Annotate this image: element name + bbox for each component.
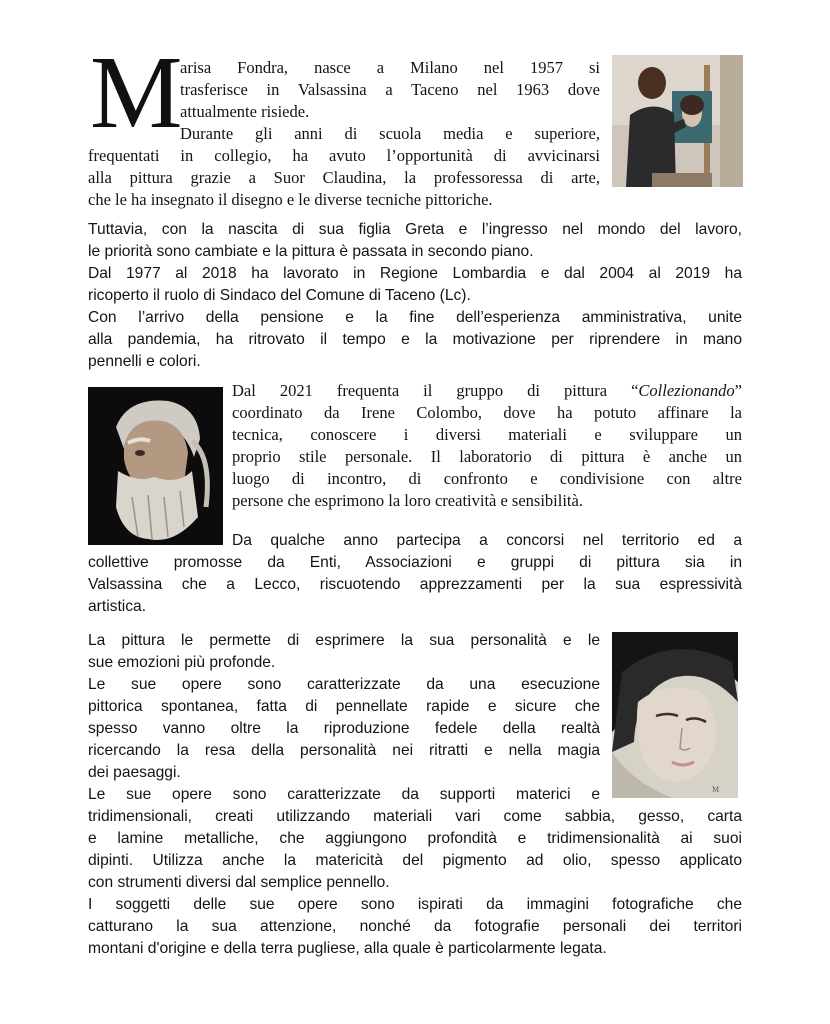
contests-line: Valsassina che a Lecco, riscuotendo apprezzamenti per la sua espressività <box>88 576 742 593</box>
group-line <box>232 380 742 402</box>
style-line: Le sue opere sono caratterizzate da supporti materici e <box>88 786 600 803</box>
intro-line: trasferisce in Valsassina a Taceno nel 1963 dove <box>180 80 600 99</box>
intro-line: arisa Fondra, nasce a Milano nel 1957 si <box>180 58 600 77</box>
intro-paragraph <box>88 57 600 211</box>
style-line: catturano la sua attenzione, nonché da fotografie personali dei territori <box>88 918 742 935</box>
intro-line: frequentati in collegio, ha avuto l’opportunità di avvicinarsi <box>88 146 600 165</box>
style-line: ricercando la resa della personalità nei ritratti e nella magia <box>88 742 600 759</box>
group-line: persone che esprimono la loro creatività e sensibilità. <box>232 491 583 510</box>
style-line: I soggetti delle sue opere sono ispirati da immagini fotografiche che <box>88 896 742 913</box>
group-line-suffix: ” <box>734 381 742 400</box>
career-line: alla pandemia, ha ritrovato il tempo e la motivazione per riprendere in mano <box>88 331 742 348</box>
collezionando-group-name: Collezionando <box>638 381 735 400</box>
artist-at-easel-photo <box>612 55 743 187</box>
style-line: sue emozioni più profonde. <box>88 654 276 671</box>
painting-signature: M <box>712 786 720 794</box>
style-line: dipinti. Utilizza anche la matericità del pigmento ad olio, spesso applicato <box>88 852 742 869</box>
contests-line: Da qualche anno partecipa a concorsi nel territorio ed a <box>232 532 742 549</box>
bearded-old-man-portrait-painting <box>88 387 223 545</box>
drop-cap-letter: M <box>90 35 183 150</box>
group-line: luogo di incontro, di confronto e condivisione con altre <box>232 469 742 488</box>
career-line: ricoperto il ruolo di Sindaco del Comune di Taceno (Lc). <box>88 287 471 304</box>
style-line: tridimensionali, creati utilizzando materiali vari come sabbia, gesso, carta <box>88 808 742 825</box>
career-line: le priorità sono cambiate e la pittura è passata in secondo piano. <box>88 243 534 260</box>
group-line: tecnica, conoscere i diversi materiali e sviluppare un <box>232 425 742 444</box>
intro-line: Durante gli anni di scuola media e superiore, <box>180 124 600 143</box>
group-line: proprio stile personale. Il laboratorio di pittura è anche un <box>232 447 742 466</box>
career-paragraph <box>88 219 742 373</box>
career-line: Con l’arrivo della pensione e la fine dell’esperienza amministrativa, unite <box>88 309 742 326</box>
career-line: Dal 1977 al 2018 ha lavorato in Regione Lombardia e dal 2004 al 2019 ha <box>88 265 742 282</box>
group-line-prefix: Dal 2021 frequenta il gruppo di pittura “ <box>232 381 639 400</box>
intro-line: che le ha insegnato il disegno e le diverse tecniche pittoriche. <box>88 190 493 209</box>
style-line: con strumenti diversi dal semplice pennello. <box>88 874 390 891</box>
style-line: Le sue opere sono caratterizzate da una esecuzione <box>88 676 600 693</box>
style-line: dei paesaggi. <box>88 764 181 781</box>
group-paragraph <box>232 380 742 512</box>
contests-line: collettive promosse da Enti, Associazioni e gruppi di pittura sia in <box>88 554 742 571</box>
style-line: e lamine metalliche, che aggiungono profondità e tridimensionalità ai suoi <box>88 830 742 847</box>
style-paragraph <box>88 630 742 960</box>
style-line: pittorica spontanea, fatta di pennellate rapide e sicure che <box>88 698 600 715</box>
style-line: La pittura le permette di esprimere la sua personalità e le <box>88 632 600 649</box>
intro-line: attualmente risiede. <box>180 102 310 121</box>
career-line: pennelli e colori. <box>88 353 201 370</box>
career-line: Tuttavia, con la nascita di sua figlia Greta e l’ingresso nel mondo del lavoro, <box>88 221 742 238</box>
style-line: spesso vanno oltre la riproduzione fedele della realtà <box>88 720 600 737</box>
intro-line: alla pittura grazie a Suor Claudina, la professoressa di arte, <box>88 168 600 187</box>
contests-line: artistica. <box>88 598 147 615</box>
group-line: coordinato da Irene Colombo, dove ha potuto affinare la <box>232 403 742 422</box>
style-line: montani d'origine e della terra pugliese, alla quale è particolarmente legata. <box>88 940 607 957</box>
contests-paragraph <box>88 530 742 618</box>
